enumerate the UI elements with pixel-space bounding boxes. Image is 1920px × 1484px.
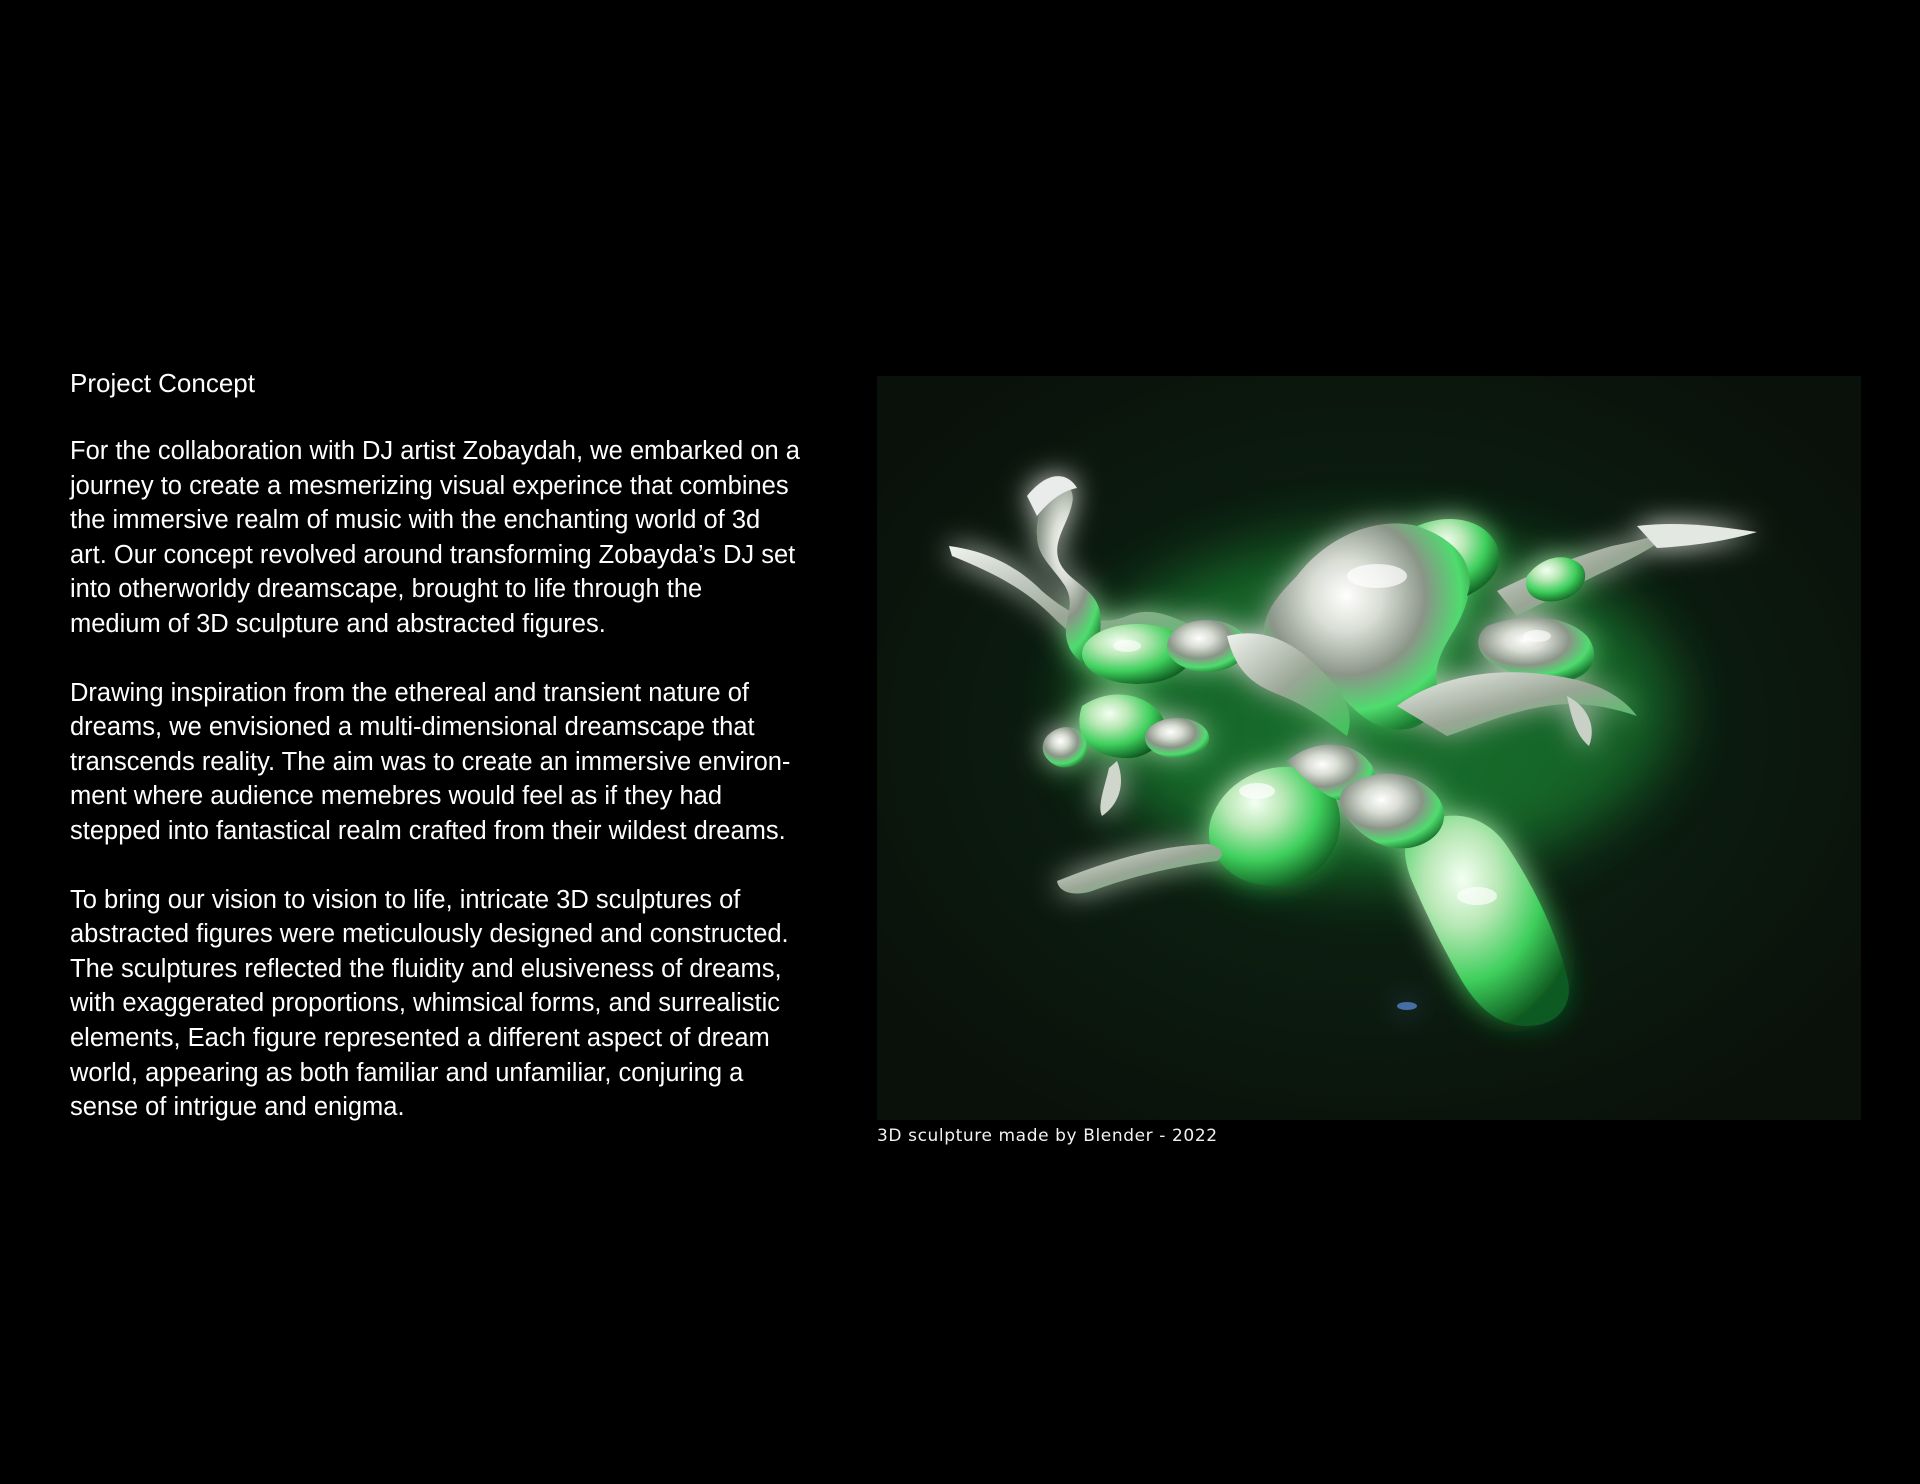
concept-paragraph-2: Drawing inspiration from the ethereal and transient nature of dreams, we envisioned a multi-dimensional dreamscape that transcends reality. The aim was to create an immersive environ- ment where audience memebres would feel as if they had stepped into fantastical realm crafted from their wildest dreams. [70, 678, 791, 845]
concept-paragraph-1: For the collaboration with DJ artist Zobaydah, we embarked on a journey to create a mesmerizing visual experince that combines the immersive realm of music with the enchanting world of 3d art. Our concept revolved around transforming Zobayda’s DJ set into otherworldy dreamscape, brought to life through the medium of 3D sculpture and abstracted figures. [70, 437, 800, 638]
project-concept-heading: Project Concept [70, 368, 255, 398]
figure-caption: 3D sculpture made by Blender - 2022 [877, 1126, 1218, 1146]
concept-paragraph-3: To bring our vision to vision to life, intricate 3D sculptures of abstracted figures were meticulously designed and constructed. The sculptures reflected the fluidity and elusiveness of dreams, with exaggerated proportions, whimsical forms, and surrealistic elements, Each figure represented a different aspect of dream world, appearing as both familiar and unfamiliar, conjuring a sense of intrigue and enigma. [70, 885, 789, 1122]
sculpture-render-image [877, 376, 1861, 1120]
sculpture-illustration [877, 376, 1861, 1120]
project-concept-text [70, 366, 870, 1159]
